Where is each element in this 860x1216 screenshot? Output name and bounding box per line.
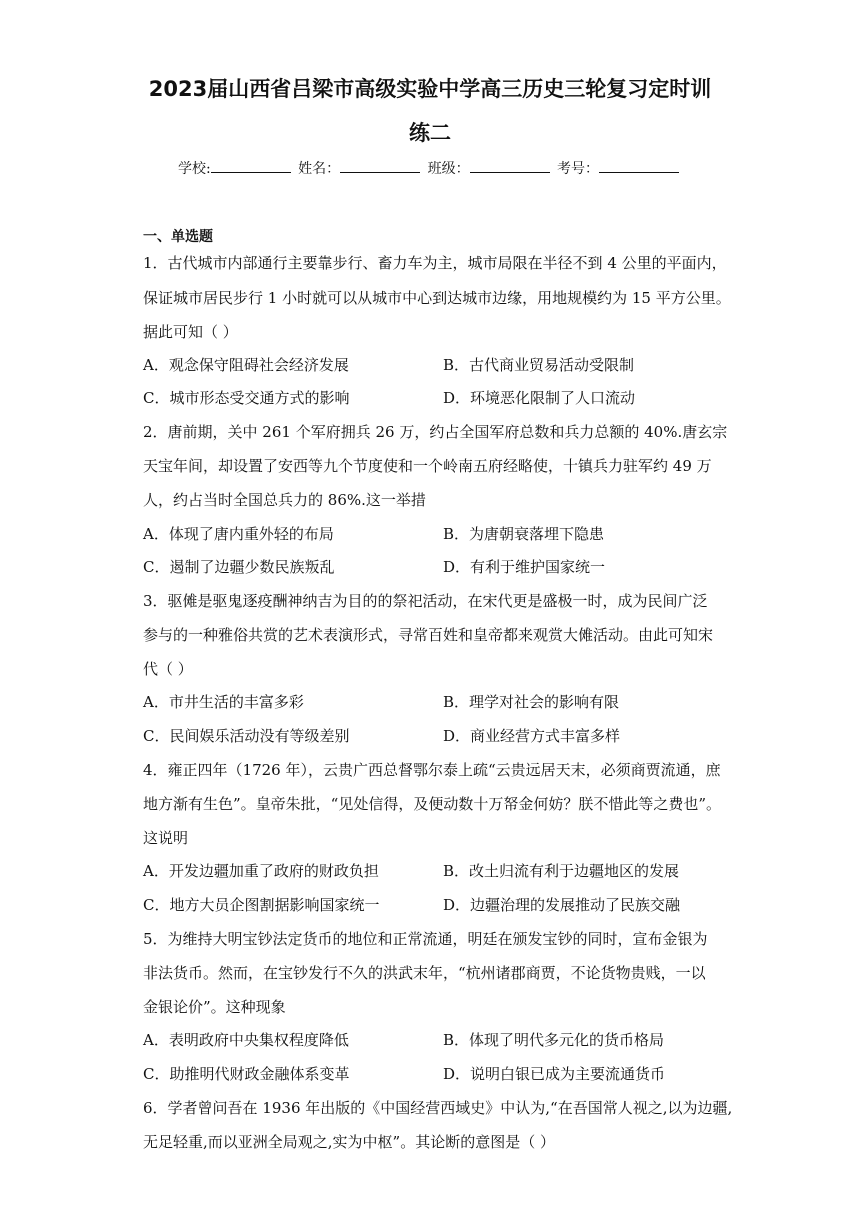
question-1-option-a[interactable]: A．观念保守阻碍社会经济发展: [143, 356, 349, 374]
question-1-line-3: 据此可知（ ）: [143, 323, 238, 341]
question-3-option-b[interactable]: B．理学对社会的影响有限: [443, 693, 620, 711]
question-4-option-d[interactable]: D．边疆治理的发展推动了民族交融: [443, 896, 681, 914]
question-4-line-3: 这说明: [143, 829, 189, 847]
exam-number-blank: [599, 160, 679, 173]
question-4-option-b[interactable]: B．改土归流有利于边疆地区的发展: [443, 862, 680, 880]
exam-title-line2: 练二: [409, 121, 451, 145]
question-3-option-a[interactable]: A．市井生活的丰富多彩: [143, 693, 304, 711]
question-2-option-c[interactable]: C．遏制了边疆少数民族叛乱: [143, 558, 335, 576]
question-3-option-d[interactable]: D．商业经营方式丰富多样: [443, 727, 621, 745]
question-3-option-c[interactable]: C．民间娱乐活动没有等级差别: [143, 727, 350, 745]
question-3-line-3: 代（ ）: [143, 660, 193, 678]
school-blank: [211, 160, 291, 173]
question-1-option-b[interactable]: B．古代商业贸易活动受限制: [443, 356, 635, 374]
name-label: 姓名：: [298, 161, 341, 177]
question-5-option-c[interactable]: C．助推明代财政金融体系变革: [143, 1065, 350, 1083]
question-1-line-2: 保证城市居民步行 1 小时就可以从城市中心到达城市边缘，用地规模约为 15 平方公里。: [143, 289, 731, 307]
exam-number-label: 考号：: [557, 161, 600, 177]
question-5-line-1: 5．为维持大明宝钞法定货币的地位和正常流通，明廷在颁发宝钞的同时，宣布金银为: [143, 930, 708, 948]
question-5-line-3: 金银论价”。这种现象: [143, 998, 286, 1016]
question-2-line-3: 人，约占当时全国总兵力的 86%.这一举措: [143, 491, 426, 509]
question-5-option-d[interactable]: D．说明白银已成为主要流通货币: [443, 1065, 666, 1083]
question-1-option-d[interactable]: D．环境恶化限制了人口流动: [443, 389, 636, 407]
question-3-line-2: 参与的一种雅俗共赏的艺术表演形式，寻常百姓和皇帝都来观赏大傩活动。由此可知宋: [143, 626, 714, 644]
exam-title-line1: 2023届山西省吕梁市高级实验中学高三历史三轮复习定时训: [148, 77, 712, 101]
question-2-option-a[interactable]: A．体现了唐内重外轻的布局: [143, 525, 334, 543]
question-2-line-2: 天宝年间，却设置了安西等九个节度使和一个岭南五府经略使，十镇兵力驻军约 49 万: [143, 457, 712, 475]
question-6-line-2: 无足轻重,而以亚洲全局观之,实为中枢”。其论断的意图是（ ）: [143, 1133, 555, 1151]
section-heading: 一、单选题: [143, 229, 213, 245]
question-1-line-1: 1．古代城市内部通行主要靠步行、畜力车为主，城市局限在半径不到 4 公里的平面内，: [143, 254, 727, 272]
school-label: 学校:: [177, 161, 211, 177]
question-4-line-2: 地方渐有生色”。皇帝朱批，“见处信得，及便动数十万帑金何妨？朕不惜此等之费也”。: [143, 795, 722, 813]
question-4-option-a[interactable]: A．开发边疆加重了政府的财政负担: [143, 862, 379, 880]
question-4-line-1: 4．雍正四年（1726 年），云贵广西总督鄂尔泰上疏“云贵远居天末，必须商贾流通，庶: [143, 761, 721, 779]
question-5-line-2: 非法货币。然而，在宝钞发行不久的洪武末年，“杭州诸郡商贾，不论货物贵贱，一以: [143, 964, 706, 982]
question-5-option-b[interactable]: B．体现了明代多元化的货币格局: [443, 1031, 665, 1049]
student-info-row: [0, 158, 860, 178]
class-label: 班级：: [427, 161, 470, 177]
question-4-option-c[interactable]: C．地方大员企图割据影响国家统一: [143, 896, 380, 914]
question-1-option-c[interactable]: C．城市形态受交通方式的影响: [143, 389, 350, 407]
question-6-line-1: 6．学者曾问吾在 1936 年出版的《中国经营西域史》中认为,“在吾国常人视之,以为边疆,: [143, 1099, 733, 1117]
question-2-line-1: 2．唐前期，关中 261 个军府拥兵 26 万，约占全国军府总数和兵力总额的 40%.唐玄宗: [143, 423, 728, 441]
question-2-option-b[interactable]: B．为唐朝衰落埋下隐患: [443, 525, 605, 543]
question-2-option-d[interactable]: D．有利于维护国家统一: [443, 558, 606, 576]
question-3-line-1: 3．驱傩是驱鬼逐疫酬神纳吉为目的的祭祀活动，在宋代更是盛极一时，成为民间广泛: [143, 592, 708, 610]
class-blank: [470, 160, 550, 173]
question-5-option-a[interactable]: A．表明政府中央集权程度降低: [143, 1031, 349, 1049]
name-blank: [340, 160, 420, 173]
